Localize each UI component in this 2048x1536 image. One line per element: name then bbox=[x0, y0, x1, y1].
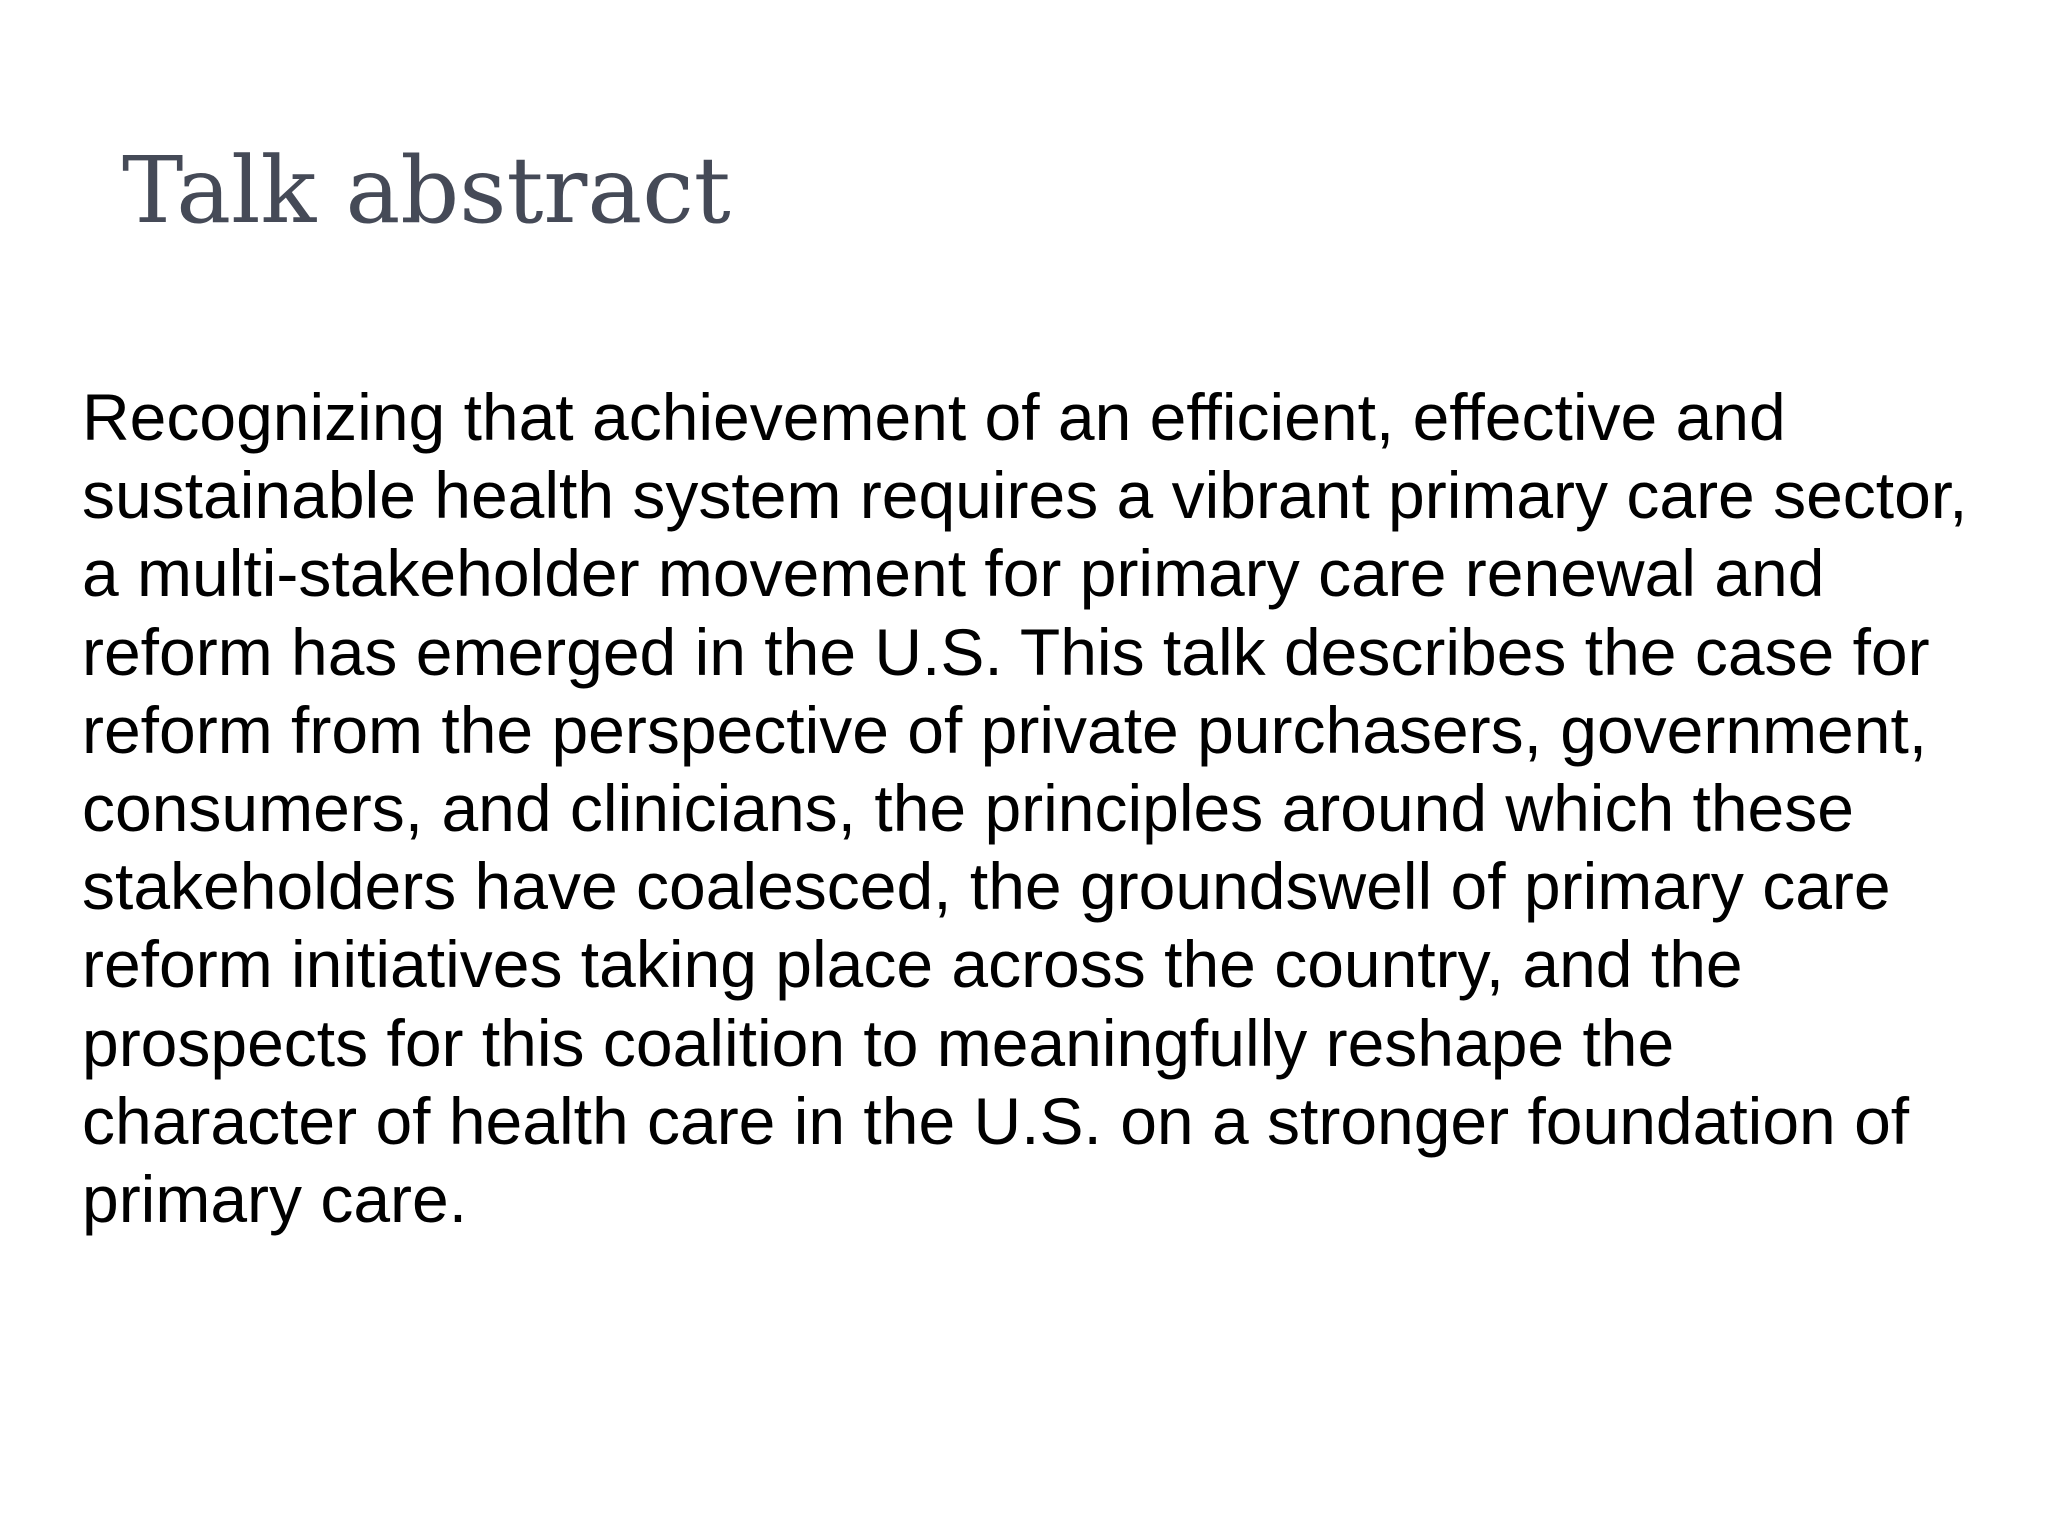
abstract-line: sustainable health system requires a vibrant primary care sector, bbox=[82, 458, 1968, 533]
abstract-line: a multi-stakeholder movement for primary care renewal and bbox=[82, 536, 1825, 611]
abstract-line: primary care. bbox=[82, 1162, 468, 1237]
abstract-line: consumers, and clinicians, the principles around which these bbox=[82, 771, 1854, 846]
abstract-line: reform has emerged in the U.S. This talk describes the case for bbox=[82, 614, 1930, 689]
slide-title: Talk abstract bbox=[122, 137, 731, 244]
abstract-line: reform initiatives taking place across the country, and the bbox=[82, 927, 1743, 1002]
abstract-body bbox=[82, 378, 2032, 1238]
abstract-line: character of health care in the U.S. on a stronger foundation of bbox=[82, 1083, 1910, 1158]
abstract-line: prospects for this coalition to meaningfully reshape the bbox=[82, 1005, 1675, 1080]
abstract-line: stakeholders have coalesced, the groundswell of primary care bbox=[82, 849, 1891, 924]
abstract-line: Recognizing that achievement of an efficient, effective and bbox=[82, 380, 1786, 454]
abstract-line: reform from the perspective of private purchasers, government, bbox=[82, 692, 1928, 767]
